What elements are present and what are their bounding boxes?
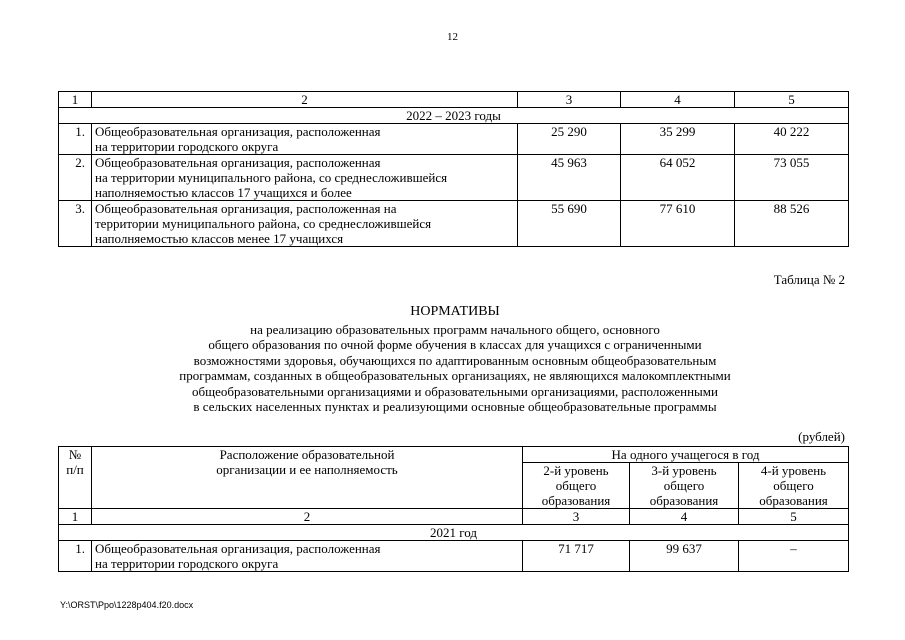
value-cell: 71 717 <box>523 541 630 572</box>
header-level <box>739 463 849 509</box>
norms-table-2 <box>58 446 849 572</box>
header-group: На одного учащегося в год <box>523 447 849 463</box>
table-row <box>59 541 849 572</box>
norms-table-continued <box>58 91 849 247</box>
description-line: на территории муниципального района, со среднесложившейся <box>95 170 448 185</box>
table-header-row <box>59 92 849 108</box>
row-description <box>92 124 518 155</box>
description-line: наполняемостью классов 17 учащихся и более <box>95 185 352 200</box>
header-line: п/п <box>66 462 84 477</box>
header-line: 2-й уровень <box>543 463 609 478</box>
description-line: Общеобразовательная организация, расположенная <box>95 541 381 556</box>
table-header-row <box>59 447 849 463</box>
col-number: 3 <box>518 92 621 108</box>
header-line: Расположение образовательной <box>219 447 395 462</box>
row-number: 1. <box>59 541 92 572</box>
header-line: организации и ее наполняемость <box>216 462 398 477</box>
row-number: 1. <box>59 124 92 155</box>
col-number: 3 <box>523 509 630 525</box>
header-location <box>92 447 523 509</box>
page-number: 12 <box>447 31 458 43</box>
value-cell: 77 610 <box>621 201 735 247</box>
header-level <box>630 463 739 509</box>
value-cell: 40 222 <box>735 124 849 155</box>
row-number: 3. <box>59 201 92 247</box>
header-number <box>59 447 92 509</box>
header-line: образования <box>759 493 828 508</box>
title-line: в сельских населенных пунктах и реализующими основные общеобразовательные программы <box>193 399 717 414</box>
title-line: возможностями здоровья, обучающихся по адаптированным основным общеобразовательным <box>193 352 717 368</box>
header-line: общего <box>663 478 705 493</box>
value-cell: – <box>739 541 849 572</box>
row-description <box>92 541 523 572</box>
header-line: общего <box>773 478 814 493</box>
value-cell: 88 526 <box>735 201 849 247</box>
description-line: на территории городского округа <box>95 139 279 154</box>
title-line: программам, созданных в общеобразовательных организациях, не являющихся малокомплектными <box>179 368 731 383</box>
value-cell: 35 299 <box>621 124 735 155</box>
table-row <box>59 155 849 201</box>
value-cell: 99 637 <box>630 541 739 572</box>
title-line: на реализацию образовательных программ начального общего, основного <box>250 321 660 337</box>
col-number: 5 <box>735 92 849 108</box>
description-line: Общеобразовательная организация, расположенная <box>95 124 381 139</box>
value-cell: 25 290 <box>518 124 621 155</box>
document-title <box>60 304 850 415</box>
col-number: 2 <box>92 92 518 108</box>
col-number: 1 <box>59 92 92 108</box>
row-number: 2. <box>59 155 92 201</box>
value-cell: 64 052 <box>621 155 735 201</box>
table-numbering-row <box>59 509 849 525</box>
description-line: наполняемостью классов менее 17 учащихся <box>95 231 344 246</box>
description-line: Общеобразовательная организация, расположенная <box>95 155 381 170</box>
title-line: общего образования по очной форме обучения в классах для учащихся с ограниченными <box>208 337 702 352</box>
description-line: территории муниципального района, со среднесложившейся <box>95 216 432 231</box>
header-level <box>523 463 630 509</box>
description-line: на территории городского округа <box>95 556 279 571</box>
col-number: 4 <box>630 509 739 525</box>
table-row <box>59 201 849 247</box>
section-row <box>59 525 849 541</box>
title-heading: НОРМАТИВЫ <box>410 304 500 319</box>
value-cell: 73 055 <box>735 155 849 201</box>
header-line: 3-й уровень <box>651 463 717 478</box>
col-number: 4 <box>621 92 735 108</box>
table-caption: Таблица № 2 <box>773 272 845 287</box>
section-label: 2021 год <box>59 525 849 541</box>
row-description <box>92 201 518 247</box>
value-cell: 45 963 <box>518 155 621 201</box>
row-description <box>92 155 518 201</box>
col-number: 1 <box>59 509 92 525</box>
col-number: 5 <box>739 509 849 525</box>
header-line: № <box>68 447 82 462</box>
description-line: Общеобразовательная организация, расположенная на <box>95 201 397 216</box>
table-row <box>59 124 849 155</box>
title-line: общеобразовательными организациями и образовательными организациями, расположенными <box>192 383 718 399</box>
units-label: (рублей) <box>798 429 845 444</box>
header-line: образования <box>541 493 611 508</box>
section-label: 2022 – 2023 годы <box>59 108 849 124</box>
col-number: 2 <box>92 509 523 525</box>
value-cell: 55 690 <box>518 201 621 247</box>
file-path-footer: Y:\ORST\Ppo\1228p404.f20.docx <box>60 600 194 610</box>
header-line: 4-й уровень <box>760 463 827 478</box>
header-line: образования <box>649 493 719 508</box>
section-row <box>59 108 849 124</box>
header-line: общего <box>555 478 597 493</box>
